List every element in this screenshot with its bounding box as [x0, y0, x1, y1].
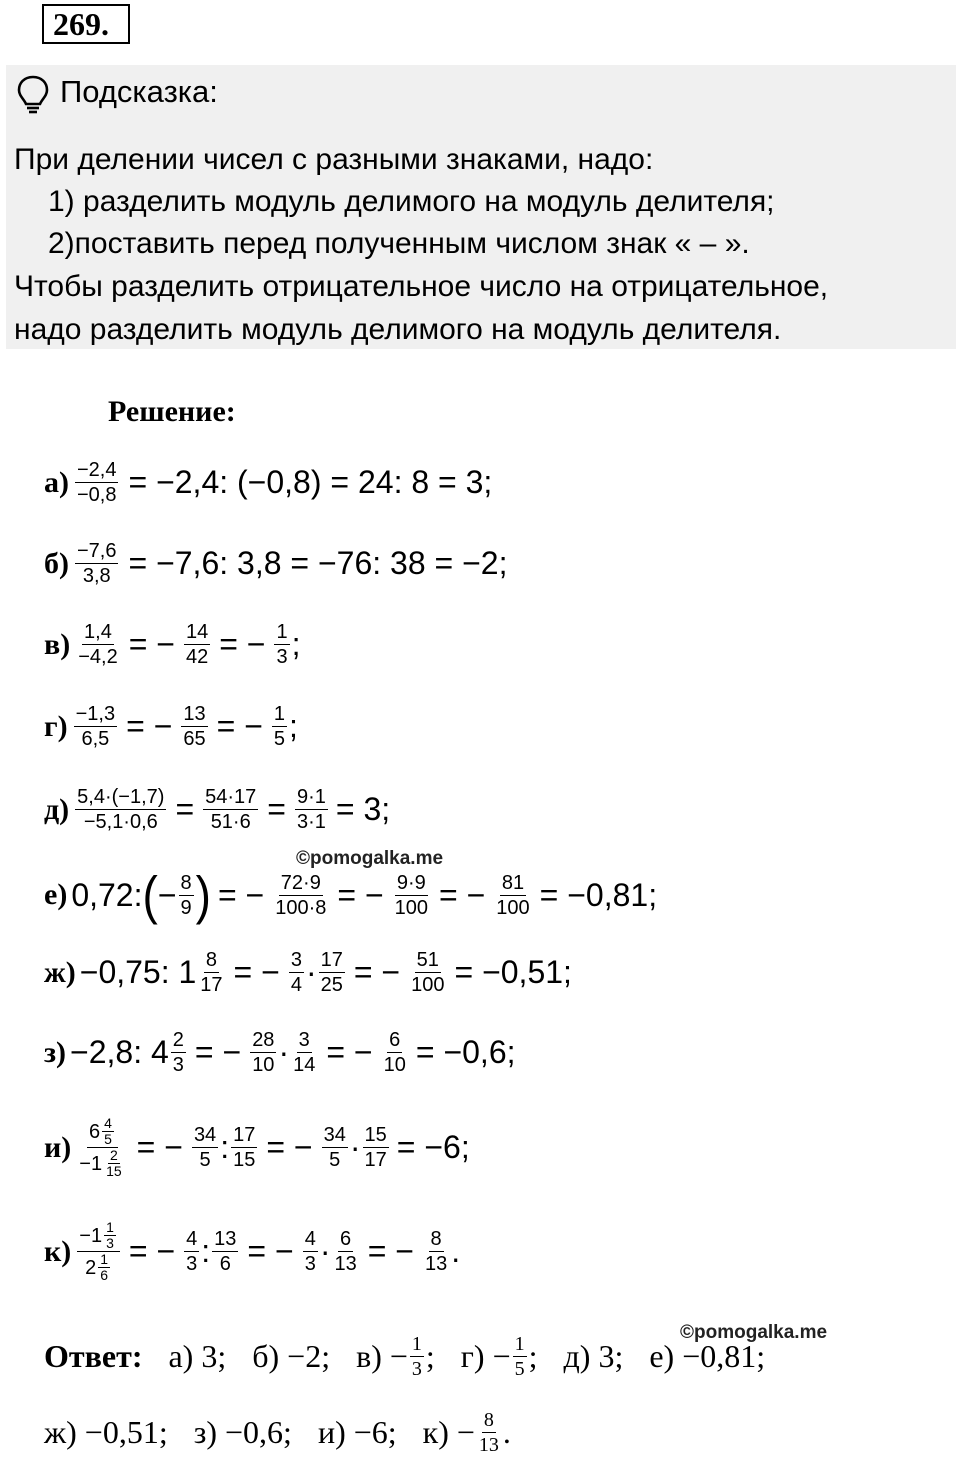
- hint-line: Чтобы разделить отрицательное число на отрицательное,: [14, 270, 829, 303]
- hint-line: При делении чисел с разными знаками, надо:: [14, 143, 654, 176]
- solution-row-e: е) 0,72: ( − $\frac{8}{9}$ ) = − $\frac{72\cdot 9}{100\cdot 8}$ = − $\frac{9\cdot 9}{100}$ = − $\frac{81}{100}$ = −0,81;: [44, 865, 658, 925]
- solution-row-g: г) $\frac{-1,3}{6,5}$ = − $\frac{13}{65}$ = − $\frac{1}{5}$ ;: [44, 703, 298, 750]
- watermark: ©pomogalka.me: [296, 848, 444, 869]
- solution-row-zh: ж) −0,75: 1 $\frac{8}{17}$ = − $\frac{3}{4}$ · $\frac{17}{25}$ = − $\frac{51}{100}$ = −0,51;: [44, 949, 572, 996]
- answer-line-1: Ответ: а) 3; б) −2; в) − $\frac{1}{3}$ ; г) − $\frac{1}{5}$ ; д) 3; е) −0,81;: [44, 1333, 766, 1380]
- answer-title: Ответ:: [44, 1338, 143, 1374]
- solution-row-k: к) −1 1 3 2 1 6 = − $\frac{4}{3}$ : $\frac{13}{6}$ = − $\frac{4}{3}$ · $\frac{6}{13}$ = − $\frac{8}{13}$ .: [44, 1219, 461, 1283]
- hint-line: надо разделить модуль делимого на модуль делителя.: [14, 313, 782, 346]
- hint-title: Подсказка:: [60, 74, 218, 109]
- solution-row-d: д) $\frac{5,4\cdot(-1,7)}{-5,1\cdot 0,6}$ = $\frac{54\cdot 17}{51\cdot 6}$ = $\frac{9\cdot 1}{3\cdot 1}$ = 3;: [44, 786, 391, 833]
- solution-row-z: з) −2,8: 4 $\frac{2}{3}$ = − $\frac{28}{10}$ · $\frac{3}{14}$ = − $\frac{6}{10}$ = −0,6;: [44, 1029, 516, 1076]
- lightbulb-icon: [16, 74, 50, 114]
- hint-line: 2)поставить перед полученным числом знак « – ».: [48, 227, 750, 260]
- solution-row-i: и) 6 4 5 −1 2 15 = − $\frac{34}{5}$ : $\frac{17}{15}$ = − $\frac{34}{5}$ · $\frac{15}{17}$ = −6;: [44, 1115, 470, 1179]
- solution-title: Решение:: [108, 395, 236, 428]
- solution-row-a: а) $\frac{-2,4}{-0,8}$ = −2,4: (−0,8) = 24: 8 = 3;: [44, 459, 493, 506]
- answer-line-2: ж) −0,51; з) −0,6; и) −6; к) − $\frac{8}{13}$ .: [44, 1409, 511, 1456]
- task-number: 269.: [42, 4, 130, 44]
- hint-line: 1) разделить модуль делимого на модуль делителя;: [48, 185, 775, 218]
- solution-row-v: в) $\frac{1,4}{-4,2}$ = − $\frac{14}{42}$ = − $\frac{1}{3}$ ;: [44, 621, 301, 668]
- watermark: ©pomogalka.me: [680, 1322, 828, 1343]
- solution-row-b: б) $\frac{-7,6}{3,8}$ = −7,6: 3,8 = −76: 38 = −2;: [44, 540, 508, 587]
